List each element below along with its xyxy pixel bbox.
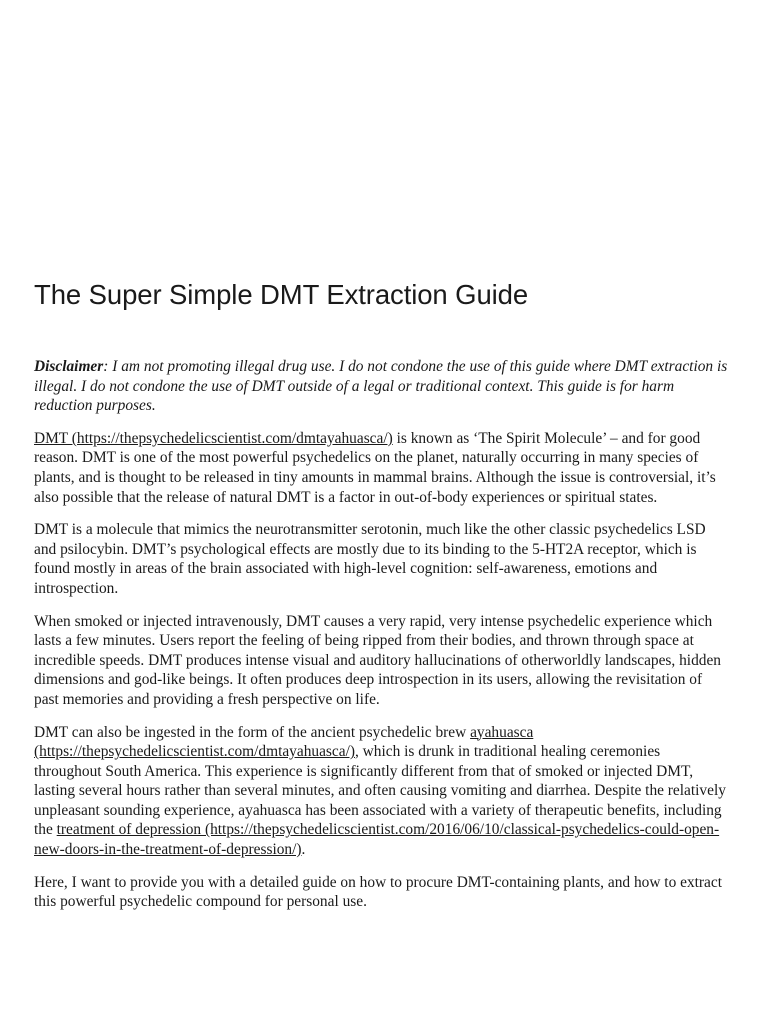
paragraph-ayahuasca-text-c: . [301,841,306,859]
treatment-of-depression-link[interactable]: treatment of depression (https://thepsychedelicscientist.com/2016/06/10/classical-psychedelics-could-open-new-doors-in-the-treatment-of-depression/) [34,821,720,859]
paragraph-intro-text: is known as ‘The Spirit Molecule’ – and for good reason. DMT is one of the most powerful psychedelics on the planet, naturally occurring in many species of plants, and is thought to be released in tiny amounts in mammal brains. Although the issue is controversial, it’s also possible that the release of natural DMT is a factor in out-of-body experiences or spiritual states. [34,429,716,506]
paragraph-ayahuasca [34,723,728,860]
paragraph-ayahuasca-text-b: , which is drunk in traditional healing ceremonies throughout South America. This experience is significantly different from that of smoked or injected DMT, lasting several hours rather than several minutes, and often causing vomiting and diarrhea. Despite the relatively unpleasant sounding experience, ayahuasca has been associated with a variety of therapeutic benefits, including the [34,743,726,839]
paragraph-effects: When smoked or injected intravenously, DMT causes a very rapid, very intense psychedelic experience which lasts a few minutes. Users report the feeling of being ripped from their bodies, and thrown through space at incredible speeds. DMT produces intense visual and auditory hallucinations of otherworldly landscapes, hidden dimensions and god-like beings. It often produces deep introspection in its users, allowing the revisitation of past memories and providing a fresh perspective on life. [34,612,721,708]
document-body [34,357,728,925]
ayahuasca-link[interactable]: ayahuasca (https://thepsychedelicscientist.com/dmtayahuasca/) [34,723,534,761]
page-title: The Super Simple DMT Extraction Guide [34,279,529,310]
disclaimer-paragraph [34,357,728,416]
paragraph-guide-intro: Here, I want to provide you with a detailed guide on how to procure DMT-containing plants, and how to extract this powerful psychedelic compound for personal use. [34,873,722,911]
disclaimer-text: : I am not promoting illegal drug use. I do not condone the use of this guide where DMT extraction is illegal. I do not condone the use of DMT outside of a legal or traditional context. This guide is for harm reduction purposes. [34,358,728,415]
paragraph-intro [34,429,728,507]
paragraph-ayahuasca-text-a: DMT can also be ingested in the form of the ancient psychedelic brew [34,723,471,741]
dmt-link[interactable]: DMT (https://thepsychedelicscientist.com/dmtayahuasca/) [34,429,393,447]
paragraph-molecule: DMT is a molecule that mimics the neurotransmitter serotonin, much like the other classic psychedelics LSD and psilocybin. DMT’s psychological effects are mostly due to its binding to the 5-HT2A receptor, which is found mostly in areas of the brain associated with high-level cognition: self-awareness, emotions and introspection. [34,521,706,597]
disclaimer-label: Disclaimer [34,358,104,375]
